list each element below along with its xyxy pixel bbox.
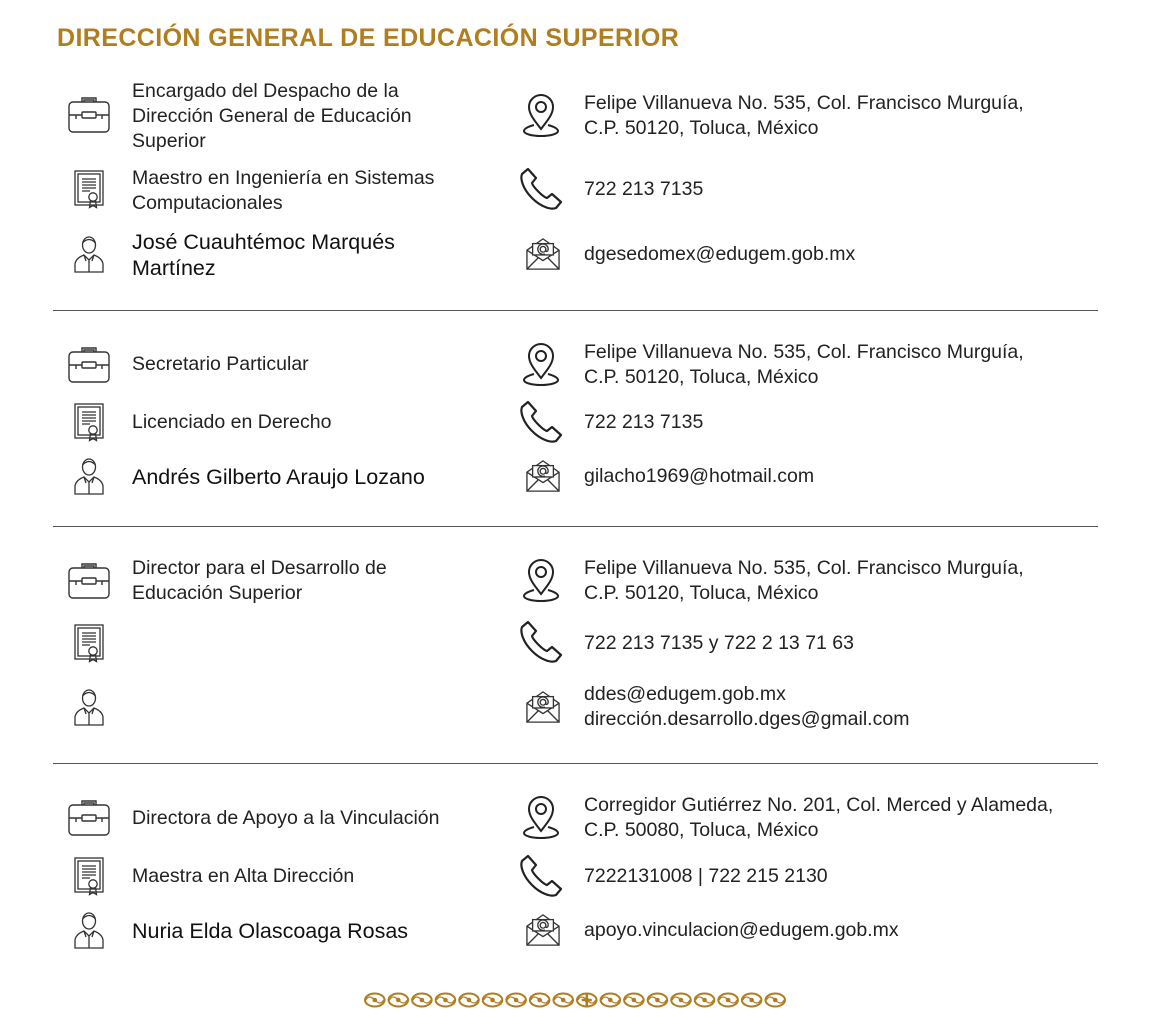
- section-divider: [53, 310, 1098, 311]
- address-text: Felipe Villanueva No. 535, Col. Francisco Murguía, C.P. 50120, Toluca, México: [584, 341, 1024, 388]
- phone-icon: [519, 167, 563, 211]
- email-link[interactable]: dgesedomex@edugem.gob.mx: [584, 243, 856, 265]
- diploma-icon: [73, 402, 105, 442]
- email-link[interactable]: apoyo.vinculacion@edugem.gob.mx: [584, 919, 899, 941]
- briefcase-icon: [67, 345, 111, 385]
- email-icon: [524, 913, 562, 947]
- email-link[interactable]: ddes@edugem.gob.mx dirección.desarrollo.dges@gmail.com: [584, 683, 910, 730]
- briefcase-icon: [67, 95, 111, 135]
- phone-text[interactable]: 722 213 7135: [584, 178, 704, 200]
- phone-icon: [519, 854, 563, 898]
- person-name: José Cuauhtémoc Marqués Martínez: [132, 230, 395, 280]
- phone-text[interactable]: 722 213 7135: [584, 411, 704, 433]
- briefcase-icon: [67, 561, 111, 601]
- section-divider: [53, 763, 1098, 764]
- briefcase-icon: [67, 798, 111, 838]
- person-icon: [73, 687, 105, 727]
- person-name: Nuria Elda Olascoaga Rosas: [132, 919, 409, 943]
- degree-text: Maestra en Alta Dirección: [132, 865, 355, 887]
- location-pin-icon: [521, 795, 561, 839]
- degree-text: Maestro en Ingeniería en Sistemas Computacionales: [132, 167, 435, 214]
- address-text: Felipe Villanueva No. 535, Col. Francisco Murguía, C.P. 50120, Toluca, México: [584, 557, 1024, 604]
- person-icon: [73, 910, 105, 950]
- position-text: Director para el Desarrollo de Educación Superior: [132, 557, 387, 604]
- phone-icon: [519, 620, 563, 664]
- location-pin-icon: [521, 558, 561, 602]
- person-icon: [73, 456, 105, 496]
- location-pin-icon: [521, 93, 561, 137]
- diploma-icon: [73, 623, 105, 663]
- position-text: Encargado del Despacho de la Dirección General de Educación Superior: [132, 80, 412, 152]
- position-text: Secretario Particular: [132, 353, 309, 375]
- email-icon: [524, 237, 562, 271]
- person-name: Andrés Gilberto Araujo Lozano: [132, 465, 425, 489]
- email-icon: [524, 690, 562, 724]
- diploma-icon: [73, 169, 105, 209]
- location-pin-icon: [521, 342, 561, 386]
- address-text: Felipe Villanueva No. 535, Col. Francisco Murguía, C.P. 50120, Toluca, México: [584, 92, 1024, 139]
- email-icon: [524, 459, 562, 493]
- degree-text: Licenciado en Derecho: [132, 411, 332, 433]
- person-icon: [73, 234, 105, 274]
- phone-text[interactable]: 722 213 7135 y 722 2 13 71 63: [584, 632, 854, 654]
- phone-text[interactable]: 7222131008 | 722 215 2130: [584, 865, 828, 887]
- page-title: DIRECCIÓN GENERAL DE EDUCACIÓN SUPERIOR: [57, 24, 680, 52]
- email-link[interactable]: gilacho1969@hotmail.com: [584, 465, 815, 487]
- position-text: Directora de Apoyo a la Vinculación: [132, 807, 440, 829]
- address-text: Corregidor Gutiérrez No. 201, Col. Merced y Alameda, C.P. 50080, Toluca, México: [584, 794, 1054, 841]
- diploma-icon: [73, 856, 105, 896]
- decorative-ornament: [363, 990, 787, 1015]
- section-divider: [53, 526, 1098, 527]
- phone-icon: [519, 400, 563, 444]
